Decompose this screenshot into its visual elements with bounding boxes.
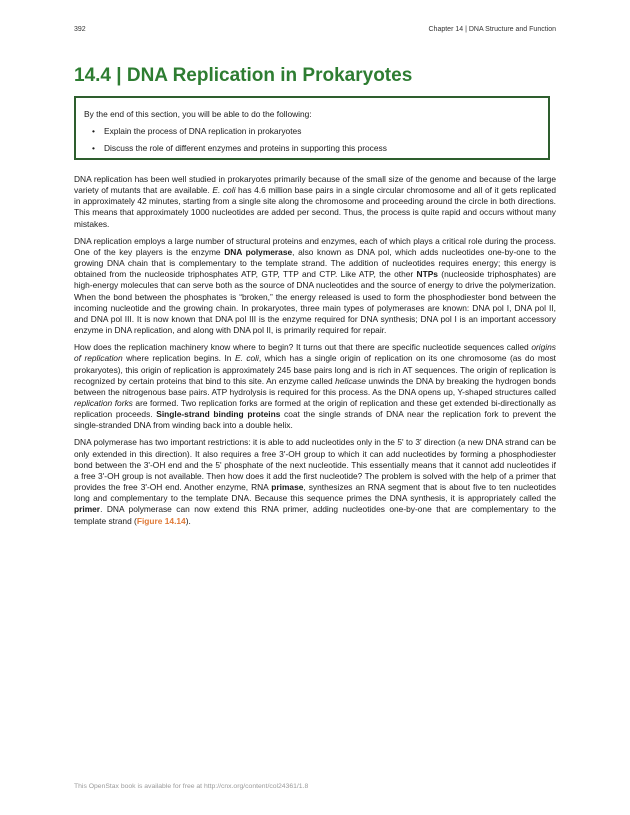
text-run: ). <box>185 515 191 526</box>
bold-term: DNA polymerase <box>224 246 293 257</box>
text-run: DNA replication has been well studied in prokaryotes primarily because of the small size of the genome and because of the large variety of mutants that are available. <box>74 174 556 196</box>
objectives-intro: By the end of this section, you will be able to do the following: <box>84 109 312 119</box>
learning-objectives-box <box>74 96 550 160</box>
text-run: , synthesizes an RNA segment that is about five to ten nucleotides long and complementary to the template DNA. Because this sequence primes the DNA synthesis, it is appropriately called the <box>74 482 557 504</box>
body-text <box>74 174 556 533</box>
objective-item: • Discuss the role of different enzymes and proteins in supporting this process <box>84 142 540 154</box>
footer-note: This OpenStax book is available for free at http://cnx.org/content/col24361/1.8 <box>74 783 309 790</box>
bold-term: Single-strand binding proteins <box>156 409 281 420</box>
figure-link[interactable]: Figure 14.14 <box>136 515 186 526</box>
italic-term: helicase <box>335 375 366 386</box>
paragraph-primer <box>74 437 556 526</box>
page-number: 392 <box>74 26 86 33</box>
italic-term: replication forks <box>74 397 133 408</box>
objectives-list <box>84 125 540 154</box>
paragraph-dna-polymerase <box>74 236 556 336</box>
bold-term: NTPs <box>416 269 438 280</box>
text-run: , which has a single origin of replication on its one chromosome (as do most prokaryotes), this origin of replication is approximately 245 base pairs long and is rich in AT sequences. The origin of replication is recognized by certain proteins that bind to this site. An enzyme called <box>74 353 556 386</box>
text-run: where replication begins. In <box>122 353 235 364</box>
text-run: coat the single strands of DNA near the replication fork to prevent the single-stranded DNA from winding back into a double helix. <box>74 409 556 431</box>
text-run: How does the replication machinery know where to begin? It turns out that there are specific nucleotide sequences called <box>74 342 532 353</box>
text-run: are formed. Two replication forks are formed at the origin of replication and these get extended bi-directionally as replication proceeds. <box>74 397 556 420</box>
text-run: . DNA polymerase can now extend this RNA primer, adding nucleotides one-by-one that are complementary to the template strand ( <box>74 504 556 526</box>
paragraph-origin-of-replication <box>74 342 556 431</box>
bold-term: primase <box>271 482 304 493</box>
italic-term: E. coli <box>212 185 236 196</box>
bold-term: primer <box>74 504 101 515</box>
text-run: DNA polymerase has two important restrictions: it is able to add nucleotides only in the 5' to 3' direction (a new DNA strand can be only extended in this direction). It also requires a free 3'-OH group to which it can add nucleotides by forming a phosphodiester bond between the 3'-OH end and the 5' phosphate of the next nucleotide. This essentially means that it cannot add nucleotides if a free 3'-OH group is not available. Then how does it add the first nucleotide? The problem is solved with the help of a primer that provides the free 3'-OH end. Another enzyme, RNA <box>74 437 556 493</box>
text-run: has 4.6 million base pairs in a single circular chromosome and all of it gets replicated in approximately 42 minutes, starting from a single site along the chromosome and proceeding around the circle in both directions. This means that approximately 1000 nucleotides are added per second. Thus, the process is quite rapid and occurs without many mistakes. <box>74 185 556 229</box>
text-run: , also known as DNA pol, which adds nucleotides one-by-one to the growing DNA chain that is complementary to the template strand. The addition of nucleotides requires energy; this energy is obtained from the nucleoside triphosphates ATP, GTP, TTP and CTP. Like ATP, the other <box>74 246 557 280</box>
paragraph-intro <box>74 174 556 230</box>
italic-term: E. coli <box>234 353 259 364</box>
text-run: DNA replication employs a large number of structural proteins and enzymes, each of which plays a critical role during the process. One of the key players is the enzyme <box>74 235 556 257</box>
chapter-header: Chapter 14 | DNA Structure and Function <box>428 26 556 33</box>
section-title: 14.4 | DNA Replication in Prokaryotes <box>74 65 413 86</box>
objective-item: • Explain the process of DNA replication in prokaryotes <box>84 125 540 137</box>
text-run: unwinds the DNA by breaking the hydrogen bonds between the nitrogenous base pairs. ATP hydrolysis is required for this process. As the DNA opens up, Y-shaped structures called <box>74 375 556 397</box>
italic-term: origins of replication <box>74 342 556 364</box>
text-run: (nucleoside triphosphates) are high-energy molecules that can serve both as the source of DNA nucleotides and the source of energy to drive the polymerization. When the bond between the phosphates is “broken,” the energy released is used to form the phosphodiester bond between the incoming nucleotide and the growing chain. In prokaryotes, three main types of polymerases are known: DNA pol I, DNA pol II, and DNA pol III. It is now known that DNA pol III is the enzyme required for DNA synthesis; DNA pol I is an important accessory enzyme in DNA replication, and along with DNA pol II, is primarily required for repair. <box>74 269 556 336</box>
